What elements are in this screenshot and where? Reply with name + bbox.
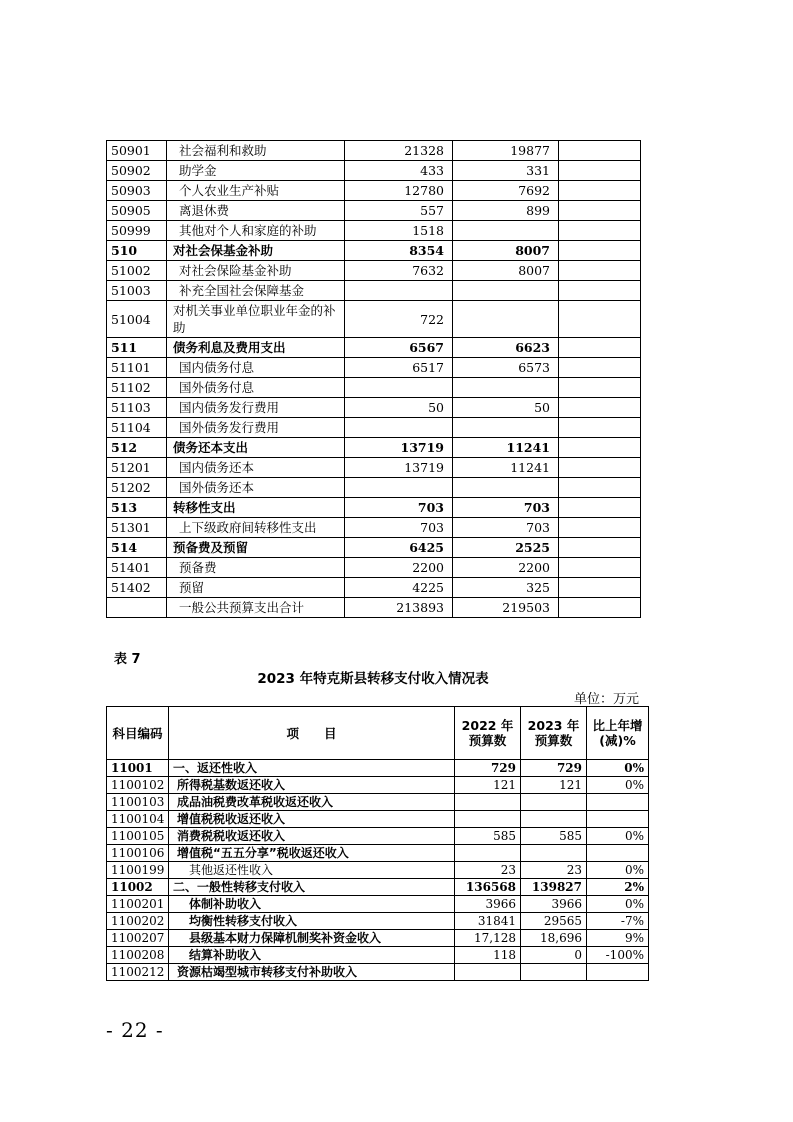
row-change bbox=[559, 161, 641, 181]
row-value-2023 bbox=[521, 964, 587, 981]
row-code: 51103 bbox=[107, 398, 167, 418]
row-name: 其他对个人和家庭的补助 bbox=[167, 221, 345, 241]
row-value-2023: 23 bbox=[521, 862, 587, 879]
row-value-2023: 6573 bbox=[453, 358, 559, 378]
row-value-2023: 29565 bbox=[521, 913, 587, 930]
row-code: 50901 bbox=[107, 141, 167, 161]
row-name: 债务利息及费用支出 bbox=[167, 338, 345, 358]
row-value-2022: 6567 bbox=[345, 338, 453, 358]
row-name: 体制补助收入 bbox=[169, 896, 455, 913]
table-row bbox=[107, 221, 641, 241]
table-row bbox=[107, 811, 649, 828]
row-code: 1100201 bbox=[107, 896, 169, 913]
row-value-2022: 6425 bbox=[345, 538, 453, 558]
table-row bbox=[107, 141, 641, 161]
row-change bbox=[559, 398, 641, 418]
row-value-2022: 4225 bbox=[345, 578, 453, 598]
row-change: 0% bbox=[587, 896, 649, 913]
table-row bbox=[107, 578, 641, 598]
row-value-2023 bbox=[521, 845, 587, 862]
table-row bbox=[107, 201, 641, 221]
row-name: 对机关事业单位职业年金的补助 bbox=[167, 301, 345, 338]
row-code: 1100207 bbox=[107, 930, 169, 947]
row-code: 50902 bbox=[107, 161, 167, 181]
row-name: 上下级政府间转移性支出 bbox=[167, 518, 345, 538]
row-change bbox=[559, 578, 641, 598]
row-change bbox=[587, 964, 649, 981]
row-code: 51101 bbox=[107, 358, 167, 378]
row-value-2022: 31841 bbox=[455, 913, 521, 930]
row-name: 对社会保基金补助 bbox=[167, 241, 345, 261]
row-name: 均衡性转移支付收入 bbox=[169, 913, 455, 930]
row-change: -100% bbox=[587, 947, 649, 964]
row-change: 2% bbox=[587, 879, 649, 896]
row-code: 51003 bbox=[107, 281, 167, 301]
row-value-2023: 19877 bbox=[453, 141, 559, 161]
row-code: 51104 bbox=[107, 418, 167, 438]
row-value-2022: 2200 bbox=[345, 558, 453, 578]
row-value-2023: 0 bbox=[521, 947, 587, 964]
table-row bbox=[107, 518, 641, 538]
row-value-2023 bbox=[521, 811, 587, 828]
row-change bbox=[559, 418, 641, 438]
row-name: 一、返还性收入 bbox=[169, 760, 455, 777]
row-change bbox=[559, 458, 641, 478]
row-value-2022: 585 bbox=[455, 828, 521, 845]
row-value-2022: 722 bbox=[345, 301, 453, 338]
table-row bbox=[107, 913, 649, 930]
row-value-2022 bbox=[345, 478, 453, 498]
row-value-2022: 136568 bbox=[455, 879, 521, 896]
row-name: 成品油税费改革税收返还收入 bbox=[169, 794, 455, 811]
row-value-2023: 11241 bbox=[453, 438, 559, 458]
row-code: 51102 bbox=[107, 378, 167, 398]
table-row bbox=[107, 358, 641, 378]
header-code: 科目编码 bbox=[107, 707, 169, 760]
row-value-2023 bbox=[453, 418, 559, 438]
row-change bbox=[559, 558, 641, 578]
table-row bbox=[107, 558, 641, 578]
table-row bbox=[107, 261, 641, 281]
row-name: 国外债务还本 bbox=[167, 478, 345, 498]
row-name: 县级基本财力保障机制奖补资金收入 bbox=[169, 930, 455, 947]
row-name: 预备费及预留 bbox=[167, 538, 345, 558]
row-code: 1100104 bbox=[107, 811, 169, 828]
row-code: 1100102 bbox=[107, 777, 169, 794]
row-change: 0% bbox=[587, 777, 649, 794]
row-code: 1100105 bbox=[107, 828, 169, 845]
expenditure-table bbox=[106, 140, 641, 618]
row-name: 增值税税收返还收入 bbox=[169, 811, 455, 828]
table-row bbox=[107, 181, 641, 201]
row-name: 预备费 bbox=[167, 558, 345, 578]
row-change: 0% bbox=[587, 828, 649, 845]
table-row bbox=[107, 930, 649, 947]
row-code: 51402 bbox=[107, 578, 167, 598]
row-code: 11002 bbox=[107, 879, 169, 896]
row-change bbox=[559, 338, 641, 358]
row-value-2023: 325 bbox=[453, 578, 559, 598]
row-code: 51301 bbox=[107, 518, 167, 538]
row-code: 50903 bbox=[107, 181, 167, 201]
row-value-2023: 139827 bbox=[521, 879, 587, 896]
table-row bbox=[107, 598, 641, 618]
row-name: 转移性支出 bbox=[167, 498, 345, 518]
row-value-2022: 3966 bbox=[455, 896, 521, 913]
row-change bbox=[587, 794, 649, 811]
header-item: 项 目 bbox=[169, 707, 455, 760]
row-name: 社会福利和救助 bbox=[167, 141, 345, 161]
table-row bbox=[107, 438, 641, 458]
row-name: 国外债务发行费用 bbox=[167, 418, 345, 438]
table-row bbox=[107, 879, 649, 896]
row-value-2022: 1518 bbox=[345, 221, 453, 241]
page-number: - 22 - bbox=[106, 1018, 164, 1042]
row-value-2022 bbox=[345, 418, 453, 438]
header-2022: 2022 年预算数 bbox=[455, 707, 521, 760]
row-value-2023: 729 bbox=[521, 760, 587, 777]
row-value-2023: 331 bbox=[453, 161, 559, 181]
row-change bbox=[559, 281, 641, 301]
row-value-2022: 12780 bbox=[345, 181, 453, 201]
row-value-2022 bbox=[455, 845, 521, 862]
row-code: 50999 bbox=[107, 221, 167, 241]
row-value-2022: 50 bbox=[345, 398, 453, 418]
row-code: 51202 bbox=[107, 478, 167, 498]
row-value-2023: 8007 bbox=[453, 261, 559, 281]
row-value-2023: 899 bbox=[453, 201, 559, 221]
row-value-2023 bbox=[453, 281, 559, 301]
row-value-2022: 8354 bbox=[345, 241, 453, 261]
table-row bbox=[107, 794, 649, 811]
row-code: 51201 bbox=[107, 458, 167, 478]
row-value-2023: 18,696 bbox=[521, 930, 587, 947]
row-code: 1100212 bbox=[107, 964, 169, 981]
row-value-2023: 3966 bbox=[521, 896, 587, 913]
row-code: 1100208 bbox=[107, 947, 169, 964]
row-name: 增值税“五五分享”税收返还收入 bbox=[169, 845, 455, 862]
table-label: 表 7 bbox=[114, 652, 141, 667]
header-change: 比上年增(减)% bbox=[587, 707, 649, 760]
header-row bbox=[107, 707, 649, 760]
row-name: 结算补助收入 bbox=[169, 947, 455, 964]
table-row bbox=[107, 378, 641, 398]
row-value-2022 bbox=[345, 378, 453, 398]
row-change bbox=[559, 358, 641, 378]
table-row bbox=[107, 458, 641, 478]
row-code: 1100199 bbox=[107, 862, 169, 879]
header-2023: 2023 年预算数 bbox=[521, 707, 587, 760]
row-change bbox=[559, 261, 641, 281]
table-row bbox=[107, 896, 649, 913]
table-row bbox=[107, 418, 641, 438]
row-code: 510 bbox=[107, 241, 167, 261]
table-row bbox=[107, 161, 641, 181]
row-name: 资源枯竭型城市转移支付补助收入 bbox=[169, 964, 455, 981]
row-value-2023: 6623 bbox=[453, 338, 559, 358]
row-value-2022: 557 bbox=[345, 201, 453, 221]
row-change bbox=[559, 241, 641, 261]
row-value-2023: 703 bbox=[453, 518, 559, 538]
row-change bbox=[559, 201, 641, 221]
row-value-2022: 703 bbox=[345, 518, 453, 538]
table-row bbox=[107, 760, 649, 777]
row-name: 消费税税收返还收入 bbox=[169, 828, 455, 845]
row-code: 512 bbox=[107, 438, 167, 458]
row-value-2022 bbox=[455, 794, 521, 811]
row-value-2023: 8007 bbox=[453, 241, 559, 261]
row-code: 513 bbox=[107, 498, 167, 518]
row-change bbox=[587, 811, 649, 828]
transfer-income-table bbox=[106, 706, 649, 981]
row-value-2023: 11241 bbox=[453, 458, 559, 478]
row-name: 国外债务付息 bbox=[167, 378, 345, 398]
row-value-2022: 433 bbox=[345, 161, 453, 181]
row-value-2022: 213893 bbox=[345, 598, 453, 618]
row-change bbox=[559, 478, 641, 498]
row-value-2023: 121 bbox=[521, 777, 587, 794]
table-row bbox=[107, 538, 641, 558]
row-name: 所得税基数返还收入 bbox=[169, 777, 455, 794]
table-row bbox=[107, 241, 641, 261]
row-value-2023 bbox=[453, 221, 559, 241]
row-name: 国内债务付息 bbox=[167, 358, 345, 378]
row-name: 一般公共预算支出合计 bbox=[167, 598, 345, 618]
row-name: 二、一般性转移支付收入 bbox=[169, 879, 455, 896]
row-value-2023: 7692 bbox=[453, 181, 559, 201]
row-name: 债务还本支出 bbox=[167, 438, 345, 458]
row-value-2023: 50 bbox=[453, 398, 559, 418]
row-change bbox=[559, 181, 641, 201]
row-change bbox=[559, 378, 641, 398]
table-row bbox=[107, 498, 641, 518]
row-name: 国内债务发行费用 bbox=[167, 398, 345, 418]
row-value-2022: 23 bbox=[455, 862, 521, 879]
row-value-2023: 585 bbox=[521, 828, 587, 845]
row-change bbox=[587, 845, 649, 862]
row-name: 补充全国社会保障基金 bbox=[167, 281, 345, 301]
row-change bbox=[559, 538, 641, 558]
row-change: 0% bbox=[587, 862, 649, 879]
row-code bbox=[107, 598, 167, 618]
row-value-2022: 703 bbox=[345, 498, 453, 518]
table-row bbox=[107, 281, 641, 301]
row-value-2022 bbox=[345, 281, 453, 301]
row-value-2023 bbox=[453, 378, 559, 398]
row-value-2022: 13719 bbox=[345, 438, 453, 458]
row-value-2023 bbox=[453, 301, 559, 338]
row-code: 51002 bbox=[107, 261, 167, 281]
row-name: 国内债务还本 bbox=[167, 458, 345, 478]
row-change bbox=[559, 498, 641, 518]
row-code: 11001 bbox=[107, 760, 169, 777]
row-change bbox=[559, 518, 641, 538]
row-value-2023 bbox=[453, 478, 559, 498]
table-row bbox=[107, 398, 641, 418]
row-change bbox=[559, 141, 641, 161]
row-code: 1100106 bbox=[107, 845, 169, 862]
row-value-2023 bbox=[521, 794, 587, 811]
row-code: 51004 bbox=[107, 301, 167, 338]
table-title: 2023 年特克斯县转移支付收入情况表 bbox=[257, 671, 489, 687]
row-change bbox=[559, 221, 641, 241]
table-row bbox=[107, 862, 649, 879]
table-row bbox=[107, 338, 641, 358]
table-row bbox=[107, 777, 649, 794]
row-code: 514 bbox=[107, 538, 167, 558]
row-change bbox=[559, 598, 641, 618]
row-value-2022: 6517 bbox=[345, 358, 453, 378]
row-change: 0% bbox=[587, 760, 649, 777]
row-name: 助学金 bbox=[167, 161, 345, 181]
row-change bbox=[559, 301, 641, 338]
row-name: 离退休费 bbox=[167, 201, 345, 221]
row-name: 预留 bbox=[167, 578, 345, 598]
row-name: 个人农业生产补贴 bbox=[167, 181, 345, 201]
row-name: 其他返还性收入 bbox=[169, 862, 455, 879]
table-row bbox=[107, 301, 641, 338]
row-value-2023: 2525 bbox=[453, 538, 559, 558]
row-value-2023: 2200 bbox=[453, 558, 559, 578]
row-value-2022: 13719 bbox=[345, 458, 453, 478]
row-value-2022: 17,128 bbox=[455, 930, 521, 947]
row-value-2022: 21328 bbox=[345, 141, 453, 161]
table-row bbox=[107, 947, 649, 964]
row-change: -7% bbox=[587, 913, 649, 930]
row-code: 511 bbox=[107, 338, 167, 358]
row-code: 50905 bbox=[107, 201, 167, 221]
row-value-2022: 729 bbox=[455, 760, 521, 777]
row-value-2023: 703 bbox=[453, 498, 559, 518]
row-name: 对社会保险基金补助 bbox=[167, 261, 345, 281]
table-row bbox=[107, 964, 649, 981]
row-change bbox=[559, 438, 641, 458]
row-value-2022 bbox=[455, 964, 521, 981]
table-row bbox=[107, 828, 649, 845]
row-value-2022: 7632 bbox=[345, 261, 453, 281]
row-change: 9% bbox=[587, 930, 649, 947]
row-value-2022: 118 bbox=[455, 947, 521, 964]
row-value-2022 bbox=[455, 811, 521, 828]
table-row bbox=[107, 845, 649, 862]
row-value-2023: 219503 bbox=[453, 598, 559, 618]
table-row bbox=[107, 478, 641, 498]
row-value-2022: 121 bbox=[455, 777, 521, 794]
row-code: 1100202 bbox=[107, 913, 169, 930]
unit-label: 单位：万元 bbox=[573, 692, 639, 707]
row-code: 1100103 bbox=[107, 794, 169, 811]
row-code: 51401 bbox=[107, 558, 167, 578]
